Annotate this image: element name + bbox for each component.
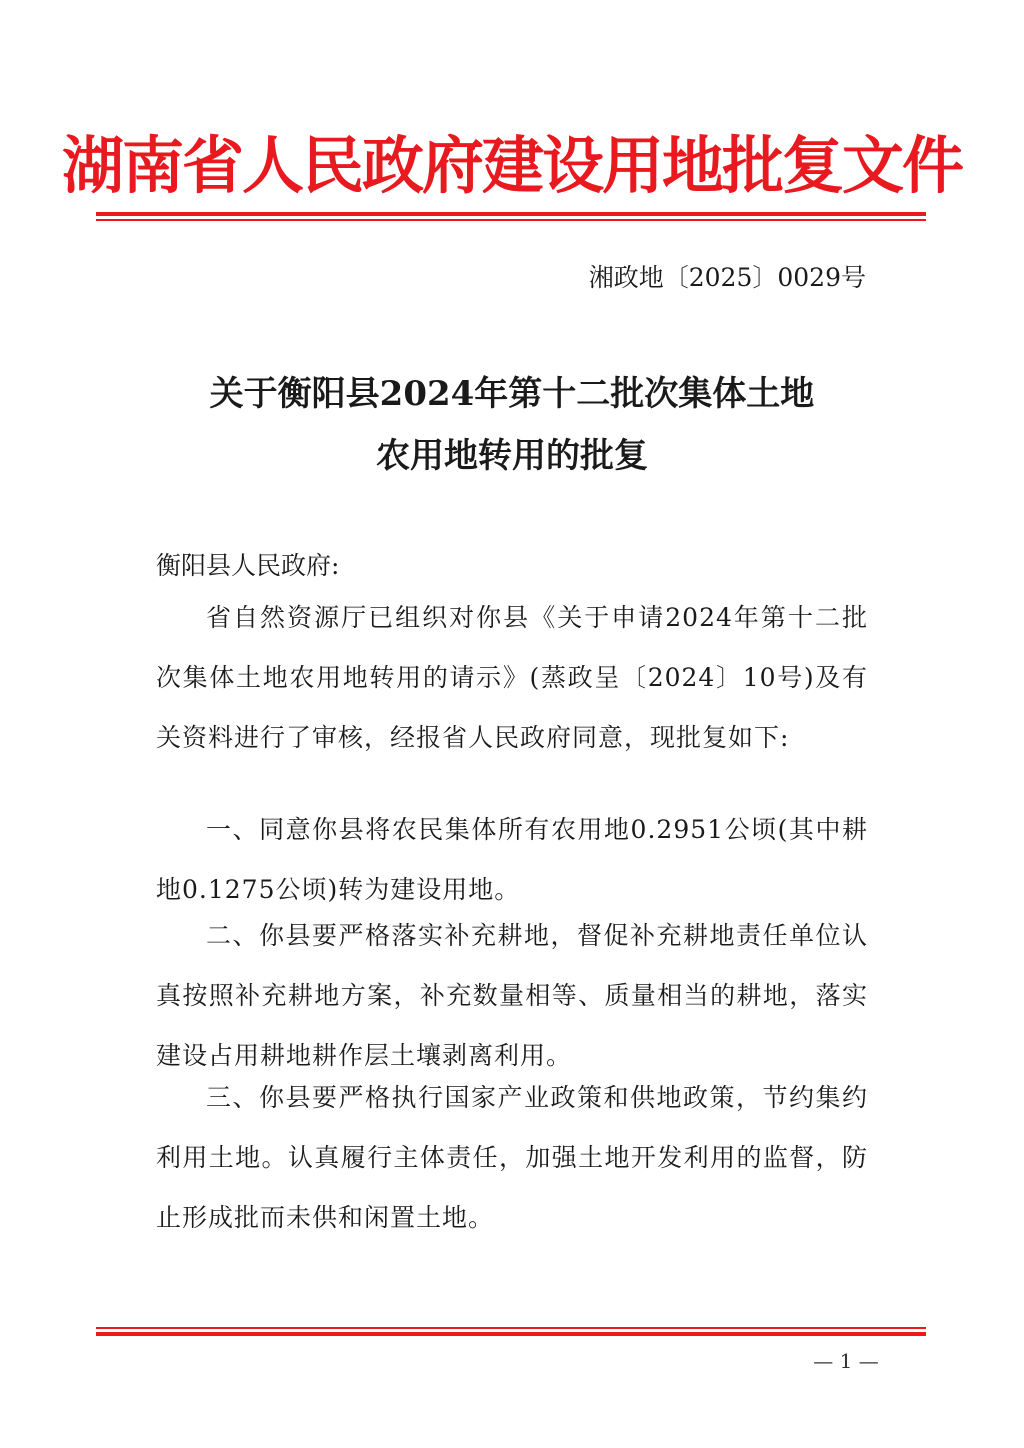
header-rule-thin <box>96 219 926 221</box>
paragraph-item-1: 一、同意你县将农民集体所有农用地0.2951公顷(其中耕地0.1275公顷)转为建设用地。 <box>156 815 868 904</box>
document-title-line1: 关于衡阳县2024年第十二批次集体土地 <box>209 374 815 414</box>
document-number: 湘政地〔2025〕0029号 <box>588 263 866 292</box>
document-header-title: 湖南省人民政府建设用地批复文件 <box>61 129 962 202</box>
page-number: — 1 — <box>813 1349 879 1373</box>
paragraph-intro: 省自然资源厅已组织对你县《关于申请2024年第十二批次集体土地农用地转用的请示》(蒸政呈〔2024〕10号)及有关资料进行了审核，经报省人民政府同意，现批复如下: <box>156 603 868 752</box>
header-rule-thick <box>96 212 926 216</box>
footer-rule-thin <box>96 1327 926 1329</box>
footer-rule-thick <box>96 1332 926 1336</box>
addressee: 衡阳县人民政府: <box>156 551 340 580</box>
document-title-line2: 农用地转用的批复 <box>376 436 648 476</box>
paragraph-item-3: 三、你县要严格执行国家产业政策和供地政策，节约集约利用土地。认真履行主体责任，加强土地开发利用的监督，防止形成批而未供和闲置土地。 <box>156 1083 868 1232</box>
paragraph-item-2: 二、你县要严格落实补充耕地，督促补充耕地责任单位认真按照补充耕地方案，补充数量相等、质量相当的耕地，落实建设占用耕地耕作层土壤剥离利用。 <box>156 921 868 1070</box>
